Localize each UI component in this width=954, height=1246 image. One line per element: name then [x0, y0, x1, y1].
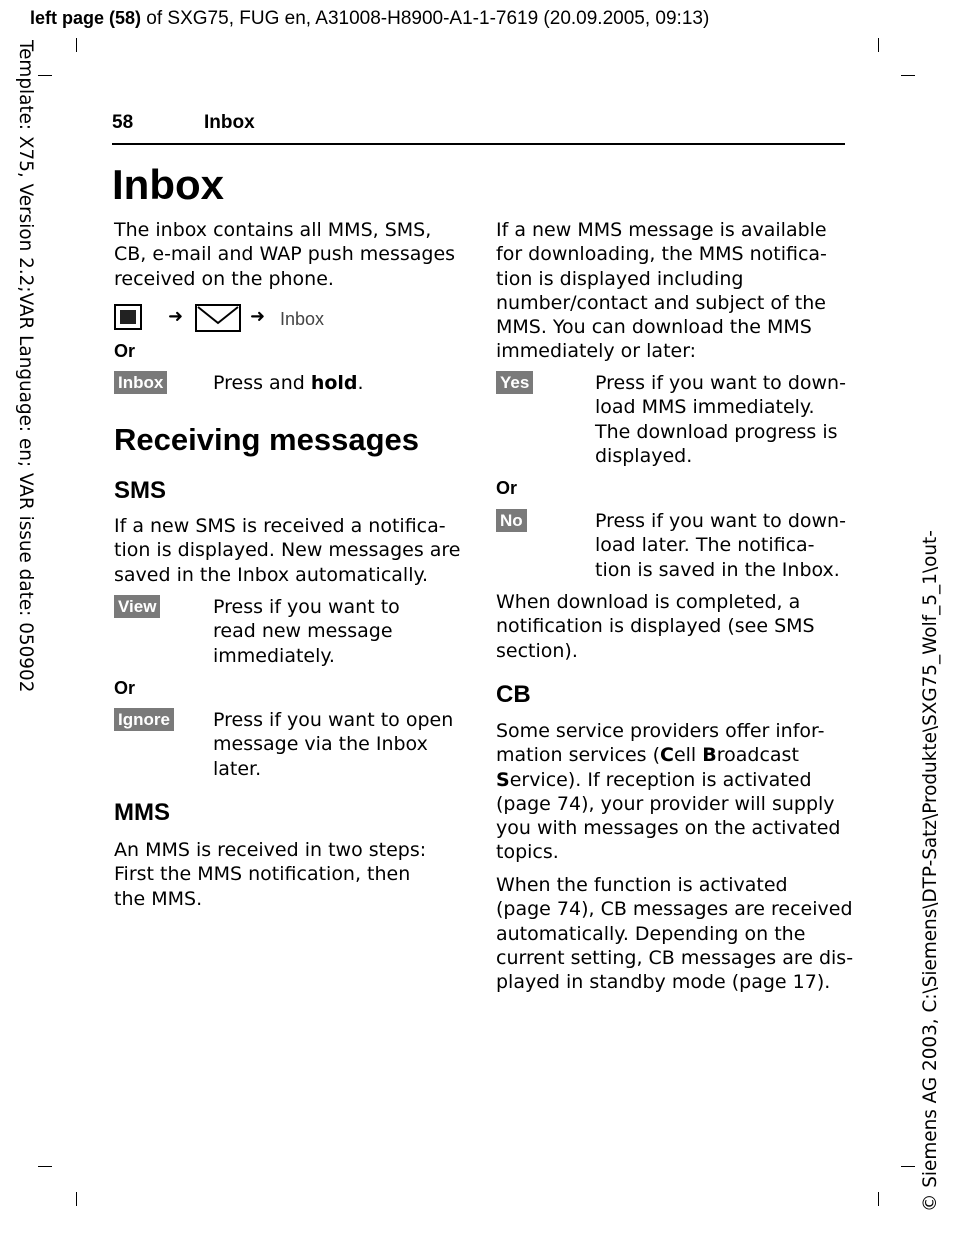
- crop-mark: [38, 1166, 52, 1167]
- softkey-yes: Yes: [496, 371, 533, 394]
- menu-path-inbox: Inbox: [280, 309, 325, 329]
- mms-paragraph: An MMS is received in two steps: First the MMS notification, then the MMS.: [114, 839, 427, 910]
- envelope-icon: [195, 304, 241, 336]
- crop-mark: [878, 1192, 879, 1206]
- crop-mark: [76, 1192, 77, 1206]
- menu-path: [114, 304, 474, 334]
- mms-heading: MMS: [114, 799, 170, 826]
- softkey-inbox: Inbox: [114, 371, 167, 394]
- document-meta: of SXG75, FUG en, A31008-H8900-A1-1-7619 (20.09.2005, 09:13): [141, 8, 710, 29]
- menu-key-icon: [114, 304, 142, 330]
- intro-paragraph: The inbox contains all MMS, SMS, CB, e-mail and WAP push messages received on the phone.: [114, 219, 456, 290]
- right-margin-text: © Siemens AG 2003, C:\Siemens\DTP-Satz\Produkte\SXG75_Wolf_5_1\out-: [920, 530, 941, 1212]
- crop-mark: [38, 75, 52, 76]
- or-label: Or: [496, 478, 518, 498]
- arrow-icon: ➜: [168, 306, 184, 327]
- sms-heading: SMS: [114, 477, 167, 504]
- crop-mark: [878, 38, 879, 52]
- no-key-row: No Press if you want to down- load later. The notifica- tion is saved in the Inbox.: [496, 509, 846, 584]
- running-head-page-number: 58: [112, 112, 134, 133]
- mms-notification-paragraph: If a new MMS message is available for downloading, the MMS notifica- tion is displayed including number/contact and subject of the MMS. You can download the MMS immediately or later:: [496, 219, 827, 363]
- running-head-rule: [112, 143, 845, 145]
- view-key-row: View Press if you want to read new message immediately.: [114, 595, 474, 670]
- cb-heading: CB: [496, 681, 531, 708]
- document-header: [30, 6, 709, 31]
- crop-mark: [76, 38, 77, 52]
- sms-paragraph: If a new SMS is received a notifica- tion is displayed. New messages are saved in the Inbox automatically.: [114, 515, 461, 586]
- softkey-no: No: [496, 509, 527, 532]
- receiving-messages-heading: Receiving messages: [114, 422, 420, 457]
- running-head-section: Inbox: [204, 112, 255, 133]
- left-margin-text: Template: X75, Version 2.2;VAR Language: en; VAR issue date: 050902: [15, 40, 36, 693]
- download-complete-paragraph: When download is completed, a notification is displayed (see SMS section).: [496, 591, 815, 662]
- or-label: Or: [114, 341, 136, 361]
- or-label: Or: [114, 678, 136, 698]
- crop-mark: [901, 75, 915, 76]
- cb-paragraph: Some service providers offer infor- mation services (Cell Broadcast Service). If reception is activated (page 74), your provider will supply you with messages on the activated topics.: [496, 720, 841, 864]
- yes-key-row: Yes Press if you want to down- load MMS immediately. The download progress is displayed.: [496, 371, 846, 471]
- inbox-key-row: Inbox Press and hold.: [114, 371, 474, 397]
- softkey-ignore: Ignore: [114, 708, 174, 731]
- softkey-view: View: [114, 595, 160, 618]
- crop-mark: [901, 1166, 915, 1167]
- page-label: left page (58): [30, 8, 142, 28]
- arrow-icon: ➜: [250, 306, 266, 327]
- ignore-key-row: Ignore Press if you want to open message via the Inbox later.: [114, 708, 474, 783]
- page-title: Inbox: [112, 161, 224, 208]
- cb-activation-paragraph: When the function is activated (page 74), CB messages are received automatically. Depending on the current setting, CB messages are dis- played in standby mode (page 17).: [496, 874, 854, 994]
